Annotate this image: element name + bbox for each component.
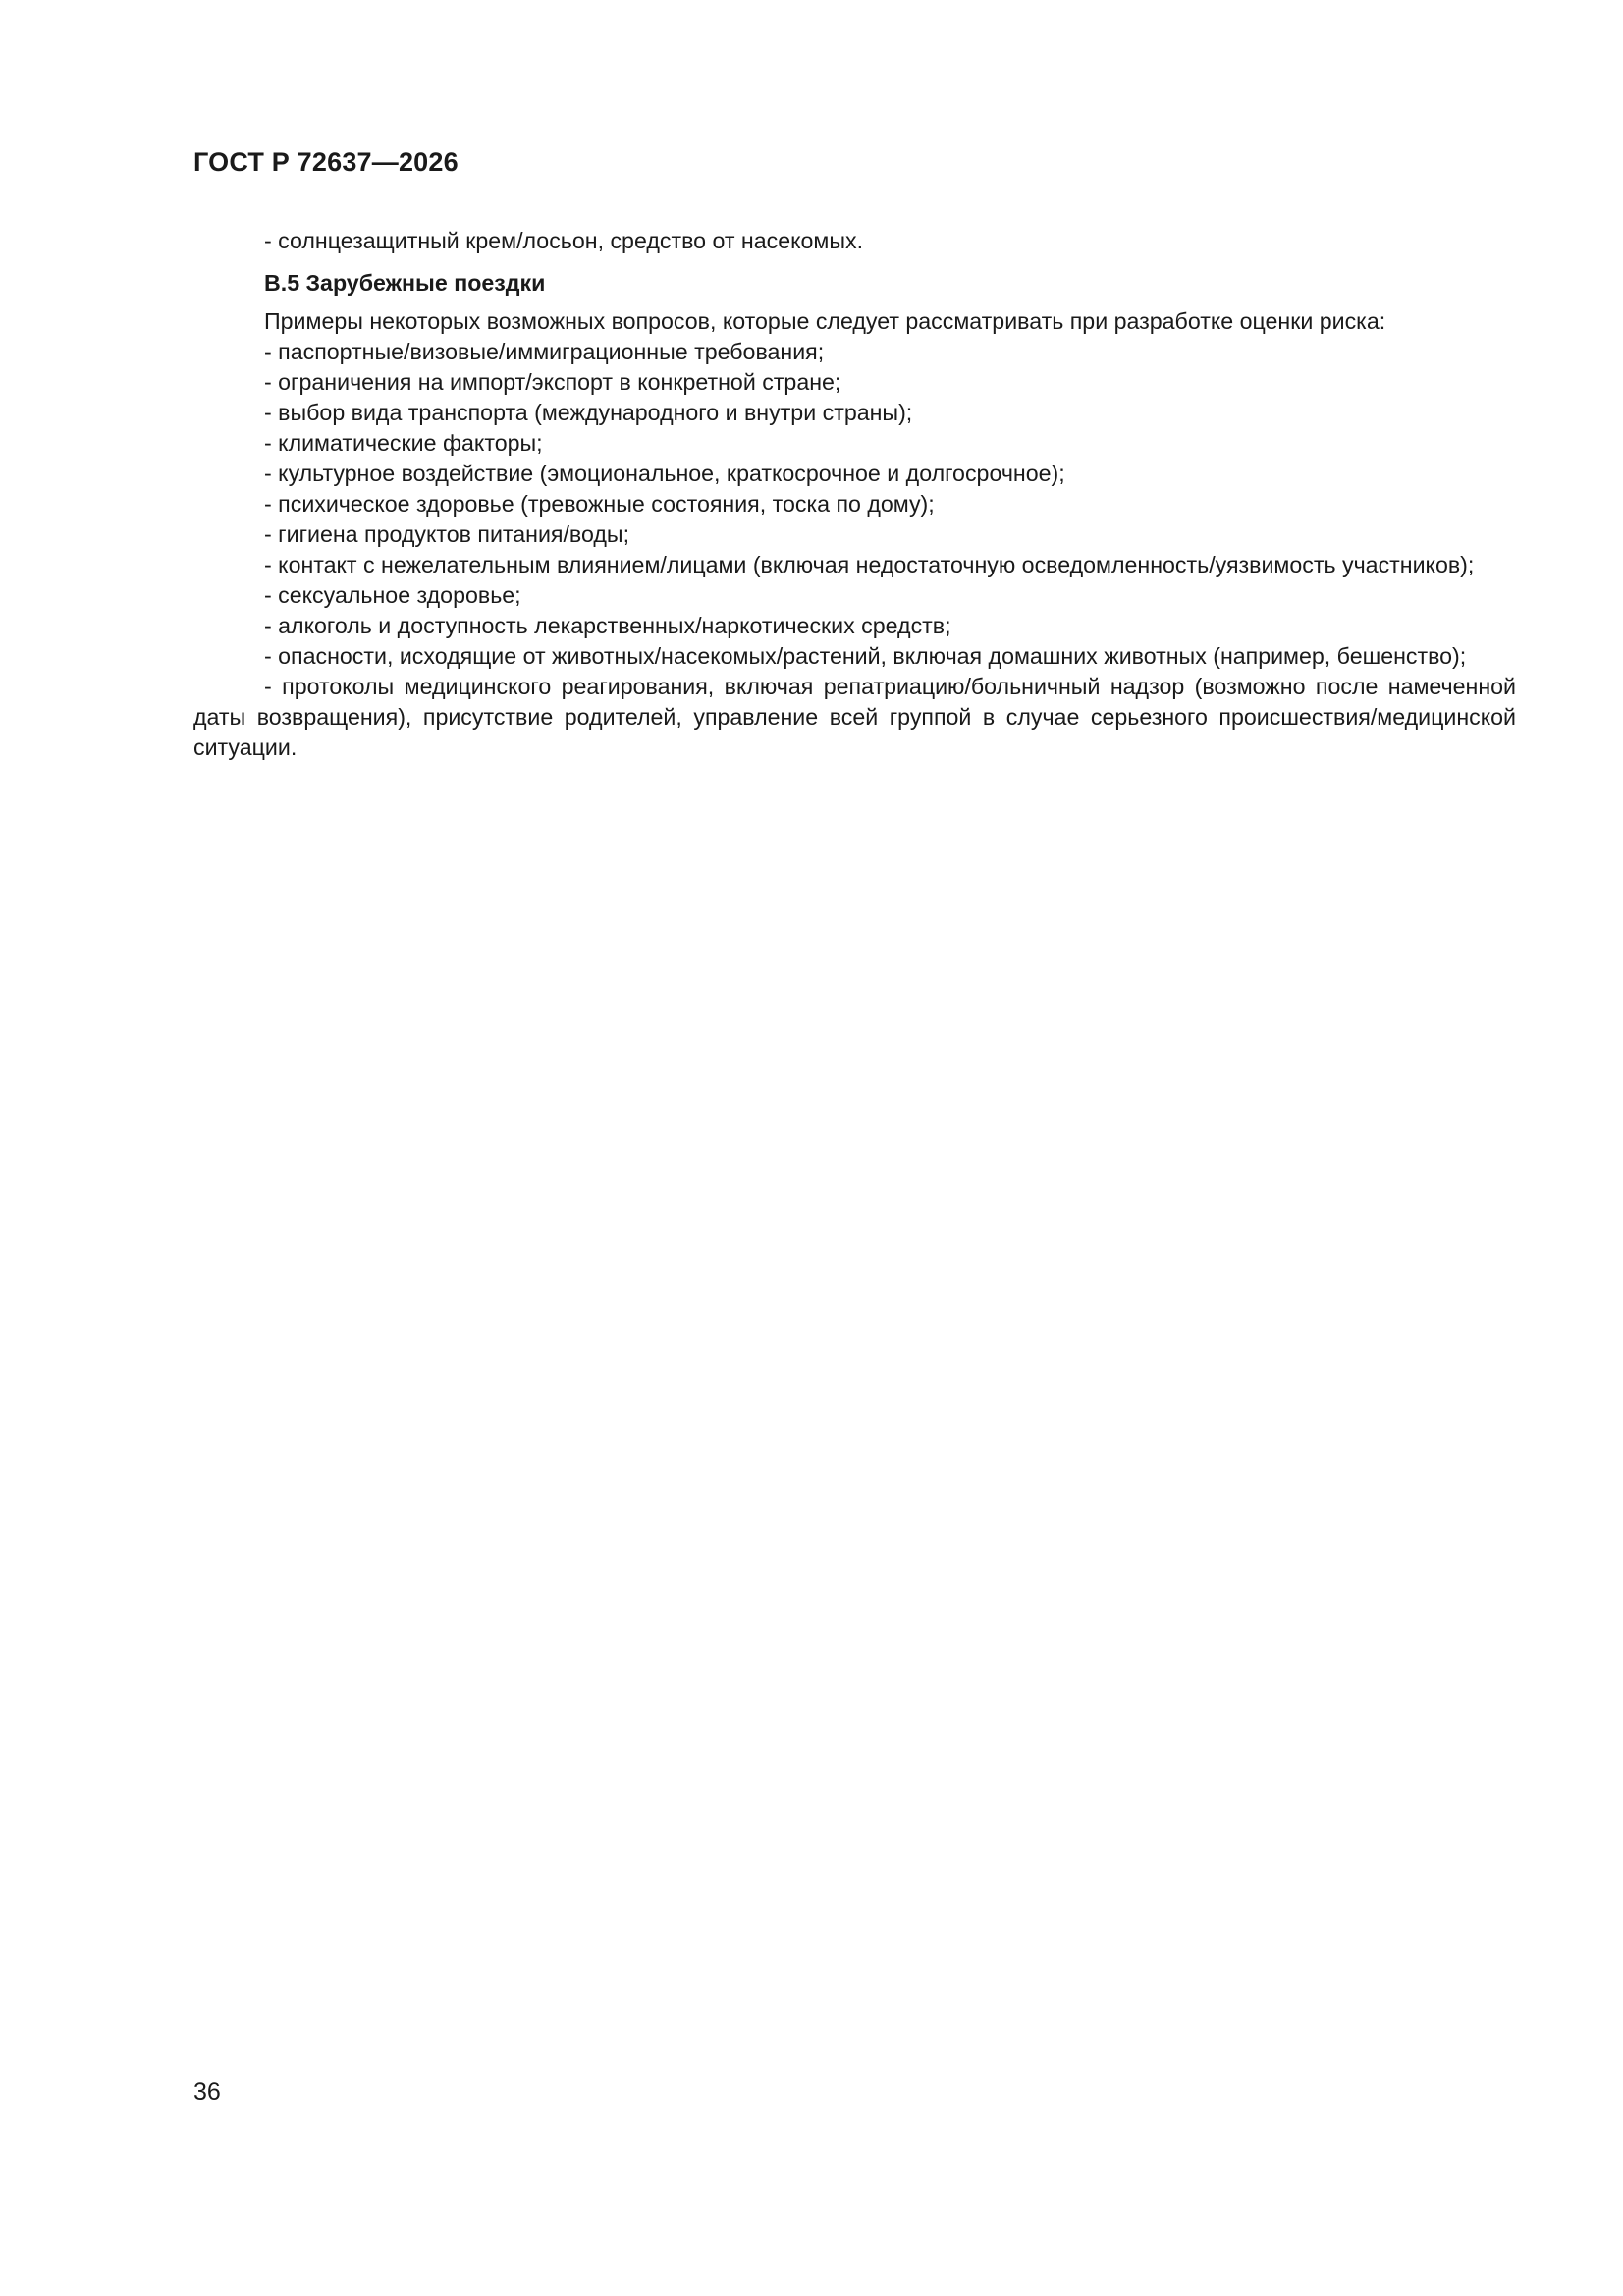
page-number: 36 xyxy=(193,2078,221,2105)
list-item: - солнцезащитный крем/лосьон, средство от насекомых. xyxy=(264,228,864,253)
list-item: - ограничения на импорт/экспорт в конкретной стране; xyxy=(264,369,841,395)
list-item: - протоколы медицинского реагирования, включая репатриацию/больничный надзор (возможно после намеченной даты возвращения), присутствие родителей, управление всей группой в случае серьезного происшествия/медицинской ситуации. xyxy=(193,674,1516,760)
list-item: - культурное воздействие (эмоциональное, краткосрочное и долгосрочное); xyxy=(264,461,1065,486)
section-heading: В.5 Зарубежные поездки xyxy=(264,270,546,296)
list-item: - паспортные/визовые/иммиграционные требования; xyxy=(264,339,825,364)
list-item: - алкоголь и доступность лекарственных/наркотических средств; xyxy=(264,613,951,638)
list-item: - гигиена продуктов питания/воды; xyxy=(264,521,630,547)
list-item: - психическое здоровье (тревожные состояния, тоска по дому); xyxy=(264,491,935,517)
list-item: - контакт с нежелательным влиянием/лицами (включая недостаточную осведомленность/уязвимость участников); xyxy=(264,552,1475,577)
document-header: ГОСТ Р 72637—2026 xyxy=(193,147,459,177)
list-item: - сексуальное здоровье; xyxy=(264,582,521,608)
section-intro: Примеры некоторых возможных вопросов, которые следует рассматривать при разработке оценки риска: xyxy=(264,308,1386,334)
list-item: - климатические факторы; xyxy=(264,430,543,456)
document-body xyxy=(193,226,1516,763)
list-item: - опасности, исходящие от животных/насекомых/растений, включая домашних животных (например, бешенство); xyxy=(264,643,1467,669)
list-item: - выбор вида транспорта (международного и внутри страны); xyxy=(264,400,913,425)
